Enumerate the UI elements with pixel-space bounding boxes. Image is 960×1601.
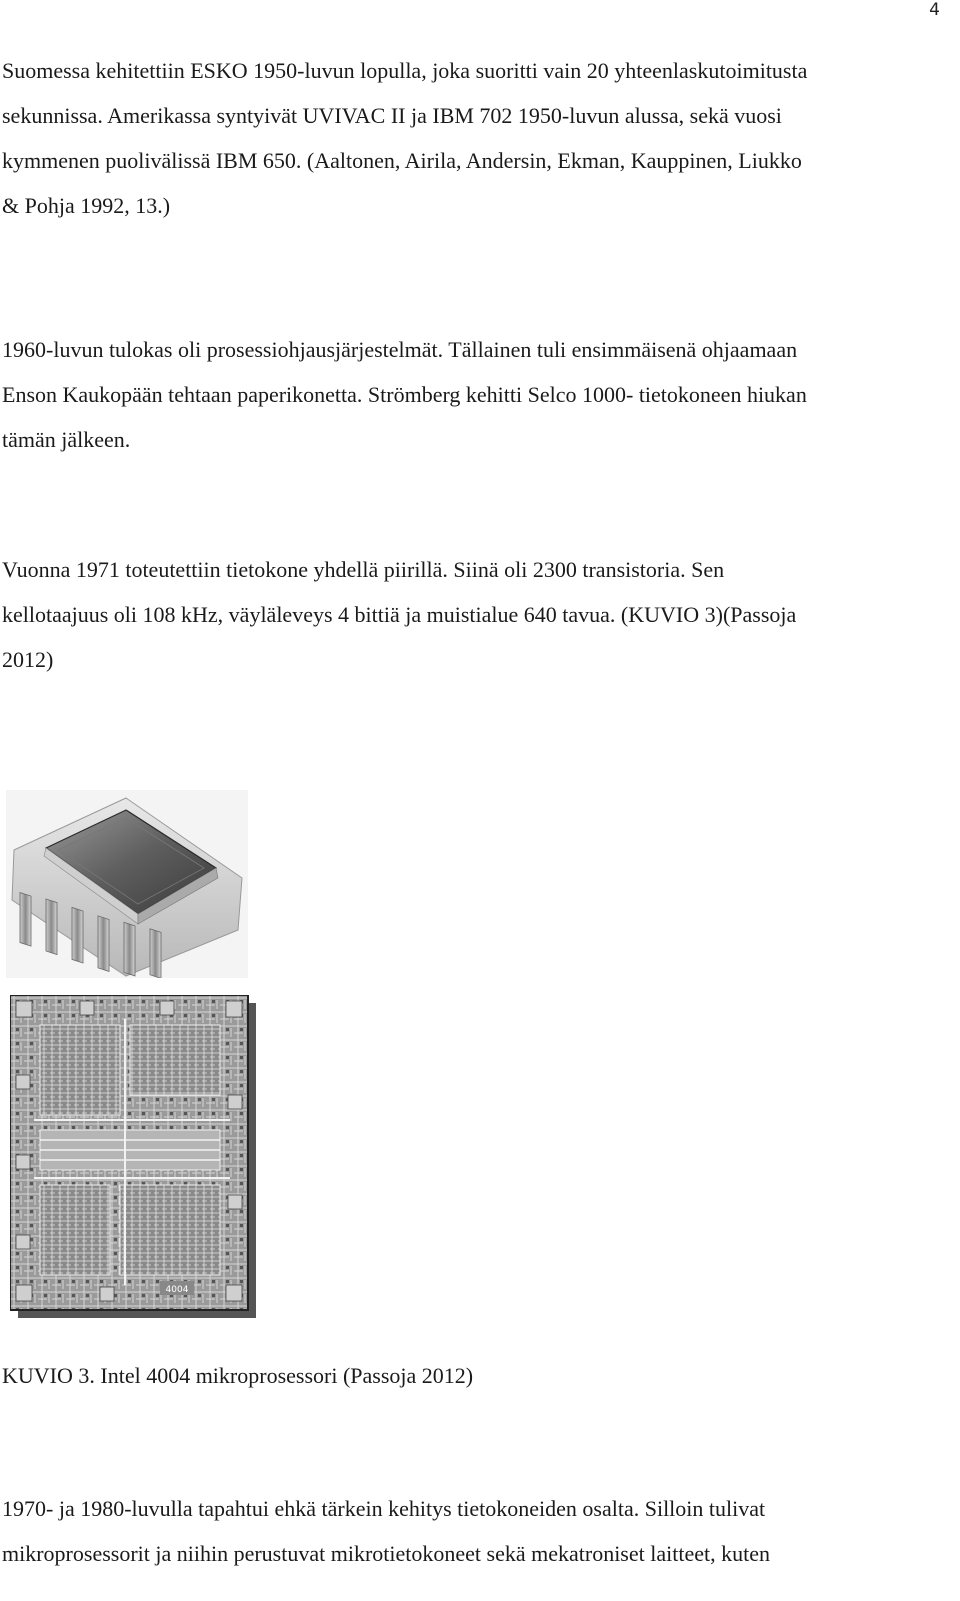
paragraph-1971	[2, 547, 947, 682]
die-label: 4004	[165, 1285, 189, 1295]
paragraph-esko	[2, 48, 947, 228]
paragraph-line: mikroprosessorit ja niihin perustuvat mikrotietokoneet sekä mekatroniset laitteet, kuten	[2, 1541, 770, 1566]
paragraph-line: 1970- ja 1980-luvulla tapahtui ehkä tärkein kehitys tietokoneiden osalta. Silloin tulivat	[2, 1496, 766, 1521]
paragraph-line: sekunnissa. Amerikassa syntyivät UVIVAC II ja IBM 702 1950-luvun alussa, sekä vuosi	[2, 103, 782, 128]
paragraph-line: 2012)	[2, 647, 54, 672]
intel-4004-die-image	[10, 995, 258, 1320]
figure-caption: KUVIO 3. Intel 4004 mikroprosessori (Passoja 2012)	[2, 1363, 474, 1388]
chip-illustration	[6, 790, 248, 978]
page-number: 4	[929, 0, 940, 20]
paragraph-1960s	[2, 327, 947, 462]
paragraph-line: Enson Kaukopään tehtaan paperikonetta. Strömberg kehitti Selco 1000- tietokoneen hiukan	[2, 382, 807, 407]
paragraph-line: & Pohja 1992, 13.)	[2, 193, 171, 218]
paragraph-line: kymmenen puolivälissä IBM 650. (Aaltonen, Airila, Andersin, Ekman, Kauppinen, Liukko	[2, 148, 802, 173]
paragraph-line: Suomessa kehitettiin ESKO 1950-luvun lopulla, joka suoritti vain 20 yhteenlaskutoimitusta	[2, 58, 808, 83]
intel-4004-chip-image	[6, 790, 248, 978]
paragraph-line: tämän jälkeen.	[2, 427, 131, 452]
paragraph-1970s	[2, 1486, 947, 1576]
paragraph-line: 1960-luvun tulokas oli prosessiohjausjärjestelmät. Tällainen tuli ensimmäisenä ohjaamaan	[2, 337, 798, 362]
paragraph-line: Vuonna 1971 toteutettiin tietokone yhdellä piirillä. Siinä oli 2300 transistoria. Sen	[2, 557, 725, 582]
die-illustration	[10, 995, 258, 1320]
paragraph-line: kellotaajuus oli 108 kHz, väyläleveys 4 bittiä ja muistialue 640 tavua. (KUVIO 3)(Passoja	[2, 602, 797, 627]
